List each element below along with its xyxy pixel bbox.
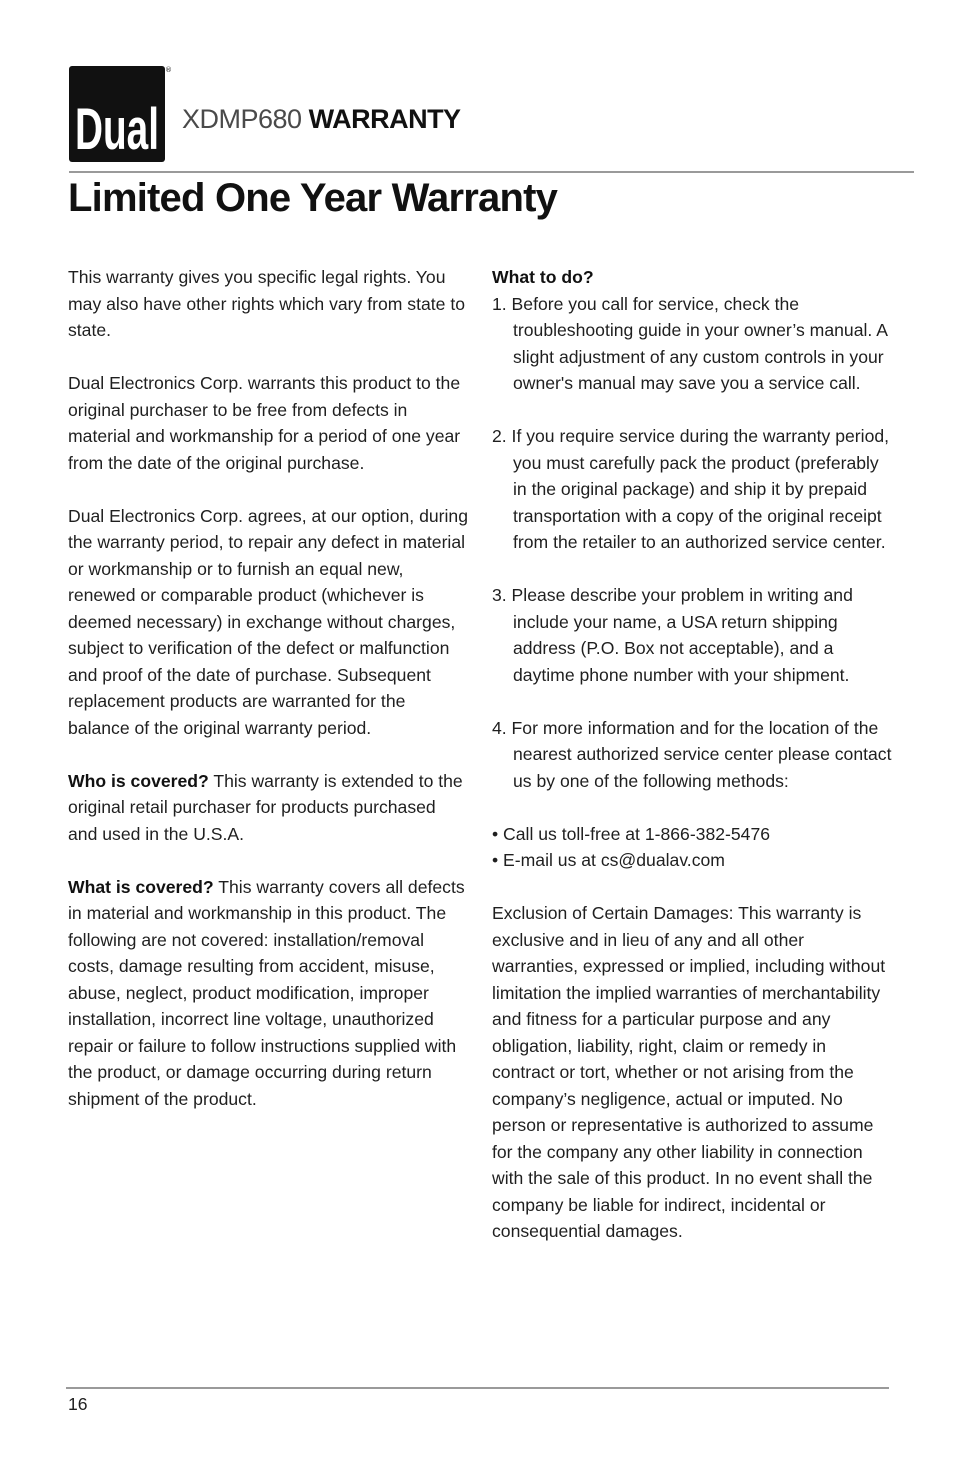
- what-is-covered-text: This warranty covers all defects in material and workmanship in this product. The following are not covered: installation/removal costs, damage resulting from accident, misuse, abuse, neglect, product modification, improper installation, incorrect line voltage, unauthorized repair or failure to follow instructions supplied with the product, or damage occurring during return shipment of the product.: [68, 876, 465, 1109]
- contact-email: • E-mail us at cs@dualav.com: [492, 850, 725, 870]
- header-title-word: WARRANTY: [308, 104, 461, 134]
- what-is-covered-paragraph: [68, 874, 468, 1113]
- right-column: [492, 264, 892, 1245]
- model-number: XDMP680: [182, 104, 302, 134]
- footer-divider: [66, 1387, 889, 1389]
- page-title: Limited One Year Warranty: [68, 176, 558, 220]
- agrees-paragraph: Dual Electronics Corp. agrees, at our option, during the warranty period, to repair any defect in material or workmanship or to furnish an equal new, renewed or comparable product (whichever is deemed necessary) in exchange without charges, subject to verification of the defect or malfunction and proof of the date of purchase. Subsequent replacement products are warranted for the balance of the original warranty period.: [68, 505, 468, 738]
- section-header: [182, 104, 461, 135]
- warrants-paragraph: Dual Electronics Corp. warrants this product to the original purchaser to be free from defects in material and workmanship for a period of one year from the date of the original purchase.: [68, 373, 461, 473]
- what-is-covered-heading: What is covered?: [68, 876, 214, 897]
- who-is-covered-heading: Who is covered?: [68, 770, 209, 791]
- contact-phone: • Call us toll-free at 1-866-382-5476: [492, 823, 771, 844]
- dual-logo-icon: [69, 66, 165, 162]
- left-column: [68, 264, 468, 1112]
- step-3: 3. Please describe your problem in writing and include your name, a USA return shipping address (P.O. Box not acceptable), and a daytime phone number with your shipment.: [492, 585, 853, 685]
- registered-mark: ®: [165, 66, 172, 74]
- what-to-do-heading: What to do?: [492, 267, 594, 287]
- brand-logo: [69, 66, 165, 162]
- who-is-covered-paragraph: [68, 768, 468, 848]
- legal-rights-paragraph: This warranty gives you specific legal rights. You may also have other rights which vary from state to state.: [68, 267, 466, 340]
- logo-text: Dual: [75, 97, 159, 162]
- exclusion-paragraph: Exclusion of Certain Damages: This warranty is exclusive and in lieu of any and all other warranties, expressed or implied, including without limitation the implied warranties of merchantability and fitness for a particular purpose and any obligation, liability, right, claim or remedy in contract or tort, whether or not arising from the company’s negligence, actual or imputed. No person or representative is authorized to assume for the company any other liability in connection with the sale of this product. In no event shall the company be liable for indirect, incidental or consequential damages.: [492, 903, 886, 1241]
- who-is-covered-text: This warranty is extended to the original retail purchaser for products purchased and used in the U.S.A.: [68, 770, 463, 844]
- header-divider: [69, 171, 914, 173]
- page-number: 16: [68, 1394, 88, 1414]
- step-2: 2. If you require service during the warranty period, you must carefully pack the product (preferably in the original package) and ship it by prepaid transportation with a copy of the original receipt from the retailer to an authorized service center.: [492, 426, 890, 552]
- step-4: 4. For more information and for the location of the nearest authorized service center please contact us by one of the following methods:: [492, 717, 892, 791]
- step-1: 1. Before you call for service, check the troubleshooting guide in your owner’s manual. A slight adjustment of any custom controls in your owner's manual may save you a service call.: [492, 293, 887, 393]
